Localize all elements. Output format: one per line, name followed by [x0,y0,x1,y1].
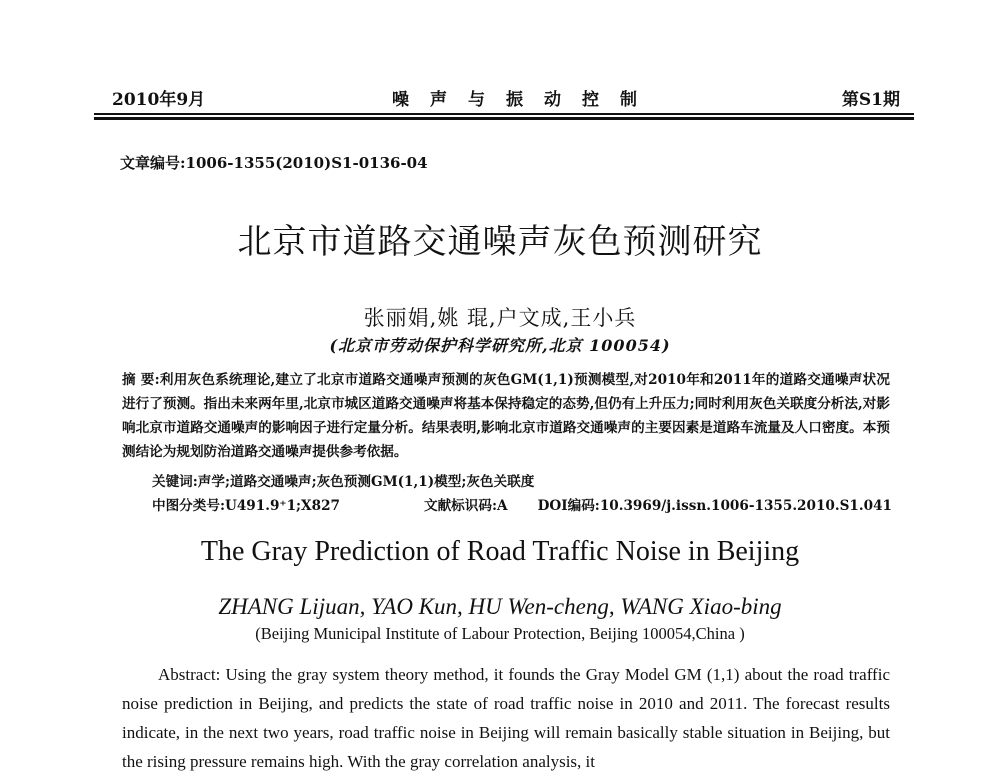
document-code: 文献标识码:A [424,498,508,514]
issue-date: 2010年9月 [112,90,206,110]
abstract-chinese-label: 摘 要: [122,372,160,388]
abstract-chinese-text: 利用灰色系统理论,建立了北京市道路交通噪声预测的灰色GM(1,1)预测模型,对2010年和2011年的道路交通噪声状况进行了预测。指出未来两年里,北京市城区道路交通噪声将基本保持稳定的态势,但仍有上升压力;同时利用灰色关联度分析法,对影响北京市道路交通噪声的影响因子进行定量分析。结果表明,影响北京市道路交通噪声的主要因素是道路车流量及人口密度。本预测结论为规划防治道路交通噪声提供参考依据。 [122,372,890,460]
journal-name: 噪声与振动控制 [392,90,658,110]
article-number: 文章编号:1006-1355(2010)S1-0136-04 [120,154,428,172]
issue-number: 第S1期 [841,90,900,110]
classification-row [152,494,892,514]
doi-code: DOI编码:10.3969/j.issn.1006-1355.2010.S1.041 [537,498,892,514]
title-english: The Gray Prediction of Road Traffic Noise in Beijing [200,536,800,567]
abstract-chinese [122,368,890,464]
affiliation-english: (Beijing Municipal Institute of Labour Protection, Beijing 100054,China ) [255,624,745,643]
abstract-english [122,660,890,776]
authors-english: ZHANG Lijuan, YAO Kun, HU Wen-cheng, WANG Xiao-bing [218,594,782,619]
title-chinese: 北京市道路交通噪声灰色预测研究 [237,222,763,262]
authors-chinese: 张丽娟,姚 琨,户文成,王小兵 [363,306,637,330]
header-rule-thick [94,117,914,120]
abstract-english-text: Using the gray system theory method, it founds the Gray Model GM (1,1) about the road traffic noise prediction in Beijing, and predicts the state of road traffic noise in 2010 and 2011. The forecast results indicate, in the next two years, road traffic noise in Beijing will remain basically stable situation in Beijing, but the rising pressure remains high. With the gray correlation analysis, it [122,665,890,771]
affiliation-chinese: (北京市劳动保护科学研究所,北京 100054) [329,336,671,355]
header-rule-thin [94,113,914,115]
running-header [112,85,900,111]
abstract-english-label: Abstract: [158,665,221,684]
keywords-chinese: 关键词:声学;道路交通噪声;灰色预测GM(1,1)模型;灰色关联度 [152,474,535,490]
clc-number: 中图分类号:U491.9⁺1;X827 [152,498,340,514]
